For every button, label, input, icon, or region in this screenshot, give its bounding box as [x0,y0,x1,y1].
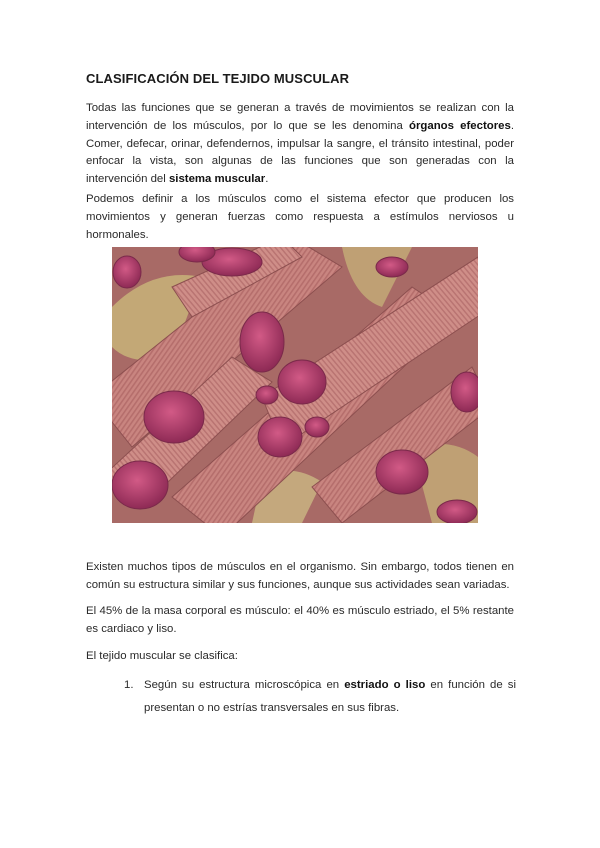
list-item-number: 1. [124,679,134,691]
list-item [124,674,516,719]
paragraph-classification-intro: El tejido muscular se clasifica: [86,650,238,662]
paragraph-types: Existen muchos tipos de músculos en el organismo. Sin embargo, todos tienen en común su estructura similar y sus funciones, aunque sus actividades sean variadas. [86,561,514,591]
bold-organos-efectores: órganos efectores [409,119,511,132]
classification-list [124,674,516,719]
paragraph-definition: Podemos definir a los músculos como el sistema efector que producen los movimientos y generan fuerzas como respuesta a estímulos nerviosos u hormonales. [86,193,514,241]
paragraph-intro [86,100,514,189]
muscle-micrograph-image [112,247,478,523]
bold-sistema-muscular: sistema muscular [168,173,266,186]
document-title: CLASIFICACIÓN DEL TEJIDO MUSCULAR [86,71,350,86]
paragraph-intro-text-3: . [265,173,269,186]
list-item-text-2: en función de si presentan o no estrías transversales en sus fibras. [144,679,516,714]
paragraph-intro-text-2: . Comer, defecar, orinar, defendernos, impulsar la sangre, el tránsito intestinal, poder enfocar la vista, son algunas de las funciones que son generadas con la intervención del [86,119,514,186]
paragraph-body-mass: El 45% de la masa corporal es músculo: el 40% es músculo estriado, el 5% restante es cardiaco y liso. [86,605,514,635]
list-item-text-1: Según su estructura microscópica en [144,679,345,691]
paragraph-intro-text-1: Todas las funciones que se generan a través de movimientos se realizan con la intervención de los músculos, por lo que se les denomina [86,102,514,132]
bold-estriado-o-liso: estriado o liso [344,679,426,691]
